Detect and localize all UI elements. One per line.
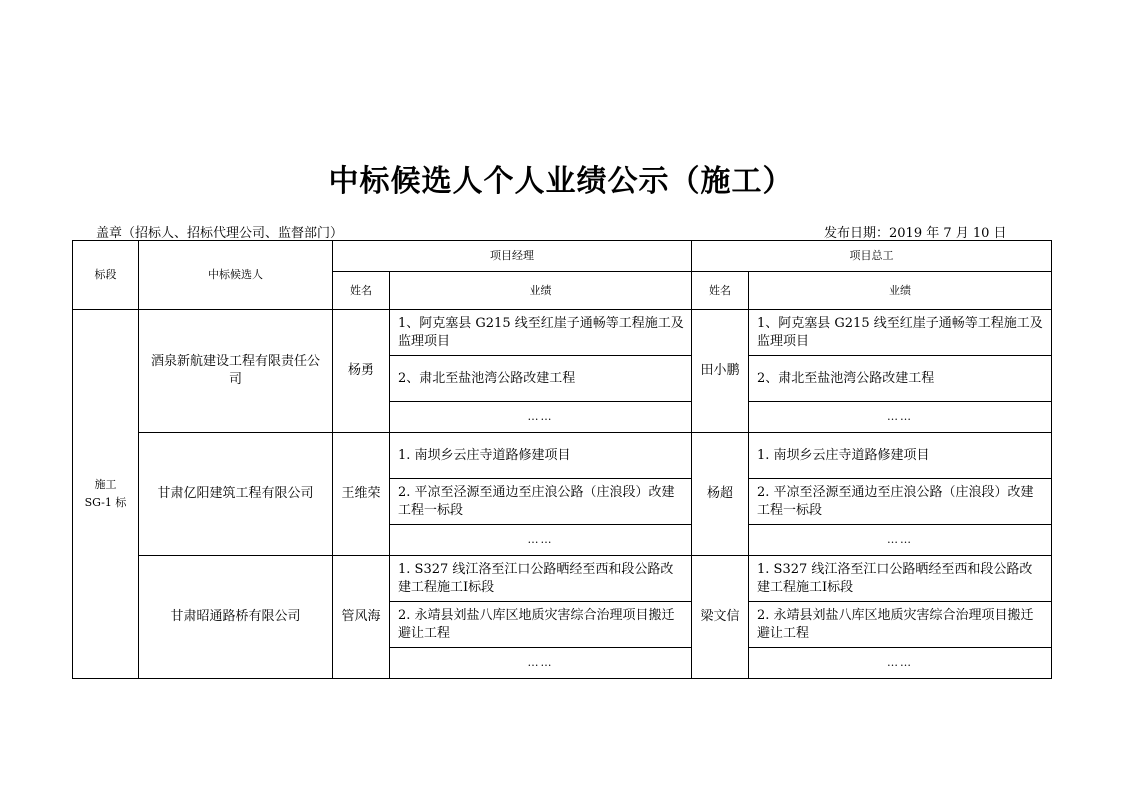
seal-line: 盖章（招标人、招标代理公司、监督部门） (96, 226, 344, 241)
chief-performance-item: 1. 南坝乡云庄寺道路修建项目 (749, 433, 1052, 479)
header-project-manager: 项目经理 (333, 241, 692, 272)
header-chief-performance: 业绩 (749, 272, 1052, 310)
header-pm-performance: 业绩 (390, 272, 692, 310)
pm-name-cell: 管风海 (333, 556, 390, 679)
pm-performance-ellipsis: …… (390, 402, 692, 433)
section-cell (73, 310, 139, 679)
chief-performance-item: 2、肃北至盐池湾公路改建工程 (749, 356, 1052, 402)
chief-performance-item: 1、阿克塞县 G215 线至红崖子通畅等工程施工及监理项目 (749, 310, 1052, 356)
header-section: 标段 (73, 241, 139, 310)
chief-name-cell: 田小鹏 (692, 310, 749, 433)
chief-name-cell: 梁文信 (692, 556, 749, 679)
pm-performance-item: 1. S327 线江洛至江口公路晒经至西和段公路改建工程施工Ⅰ标段 (390, 556, 692, 602)
section-label: 施工 SG-1 标 (84, 478, 127, 509)
table-row (73, 310, 1052, 356)
header-row-1 (73, 241, 1052, 272)
chief-performance-item: 2. 永靖县刘盐八库区地质灾害综合治理项目搬迁避让工程 (749, 602, 1052, 648)
chief-performance-ellipsis: …… (749, 402, 1052, 433)
table-row (73, 556, 1052, 602)
chief-performance-item: 2. 平凉至泾源至通边至庄浪公路（庄浪段）改建工程一标段 (749, 479, 1052, 525)
pm-performance-ellipsis: …… (390, 525, 692, 556)
header-candidate: 中标候选人 (139, 241, 333, 310)
chief-performance-ellipsis: …… (749, 648, 1052, 679)
header-chief-engineer: 项目总工 (692, 241, 1052, 272)
header-pm-name: 姓名 (333, 272, 390, 310)
pm-performance-item: 2. 永靖县刘盐八库区地质灾害综合治理项目搬迁避让工程 (390, 602, 692, 648)
table-row (73, 433, 1052, 479)
pm-name-cell: 杨勇 (333, 310, 390, 433)
chief-performance-ellipsis: …… (749, 525, 1052, 556)
company-cell: 甘肃亿阳建筑工程有限公司 (139, 433, 333, 556)
page-title: 中标候选人个人业绩公示（施工） (328, 164, 794, 199)
candidate-performance-table (72, 240, 1052, 679)
chief-performance-item: 1. S327 线江洛至江口公路晒经至西和段公路改建工程施工Ⅰ标段 (749, 556, 1052, 602)
publish-date: 发布日期：2019 年 7 月 10 日 (824, 226, 1007, 241)
chief-name-cell: 杨超 (692, 433, 749, 556)
pm-performance-item: 1. 南坝乡云庄寺道路修建项目 (390, 433, 692, 479)
company-cell: 甘肃昭通路桥有限公司 (139, 556, 333, 679)
header-chief-name: 姓名 (692, 272, 749, 310)
pm-performance-ellipsis: …… (390, 648, 692, 679)
company-cell: 酒泉新航建设工程有限责任公司 (139, 310, 333, 433)
pm-performance-item: 2、肃北至盐池湾公路改建工程 (390, 356, 692, 402)
pm-name-cell: 王维荣 (333, 433, 390, 556)
pm-performance-item: 1、阿克塞县 G215 线至红崖子通畅等工程施工及监理项目 (390, 310, 692, 356)
pm-performance-item: 2. 平凉至泾源至通边至庄浪公路（庄浪段）改建工程一标段 (390, 479, 692, 525)
